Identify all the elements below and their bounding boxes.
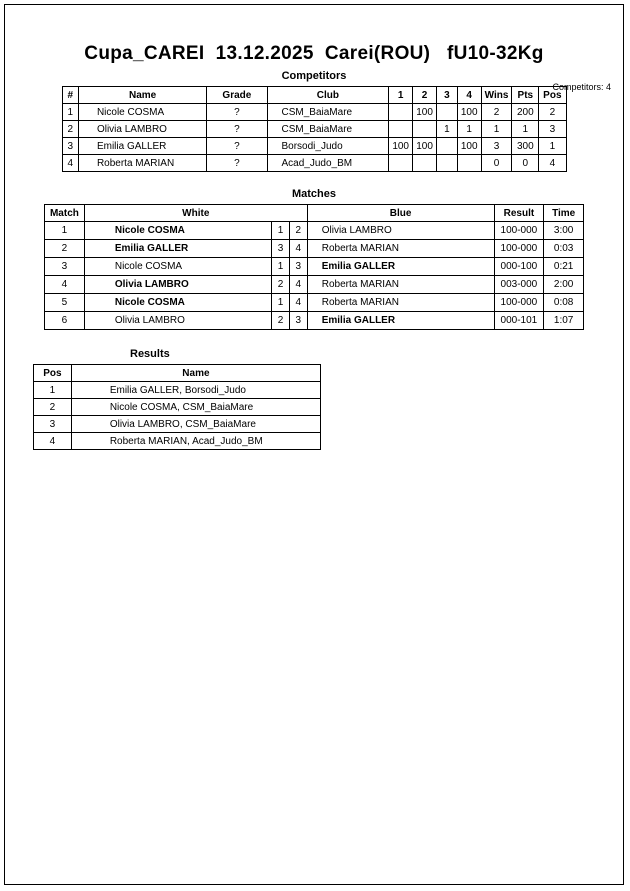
match-time: 1:07: [544, 312, 584, 330]
match-time: 0:08: [544, 294, 584, 312]
col-header-wins: Wins: [481, 87, 512, 104]
match-result: 100-000: [494, 222, 544, 240]
competitor-pos: 3: [539, 121, 566, 138]
match-white-name: Nicole COSMA: [84, 294, 271, 312]
col-header-pos: Pos: [34, 365, 72, 382]
competitors-section-label: Competitors: [281, 70, 347, 82]
match-number: 6: [45, 312, 85, 330]
competitor-club: Acad_Judo_BM: [267, 155, 389, 172]
competitor-grade: ?: [207, 138, 267, 155]
match-number: 5: [45, 294, 85, 312]
competitor-pts: 0: [512, 155, 539, 172]
match-blue-seed: 4: [289, 276, 307, 294]
col-header-blue: Blue: [307, 205, 494, 222]
competitor-cell-3: 1: [437, 121, 458, 138]
match-blue-name: Olivia LAMBRO: [307, 222, 494, 240]
match-white-seed: 1: [272, 222, 290, 240]
competitor-club: CSM_BaiaMare: [267, 121, 389, 138]
competitor-number: 2: [62, 121, 78, 138]
competitor-wins: 0: [481, 155, 512, 172]
match-time: 0:03: [544, 240, 584, 258]
competitor-grade: ?: [207, 155, 267, 172]
result-pos: 4: [34, 433, 72, 450]
match-blue-seed: 2: [289, 222, 307, 240]
match-time: 2:00: [544, 276, 584, 294]
match-white-name: Olivia LAMBRO: [84, 312, 271, 330]
match-blue-name: Roberta MARIAN: [307, 294, 494, 312]
result-name: Emilia GALLER, Borsodi_Judo: [71, 382, 320, 399]
match-white-seed: 2: [272, 276, 290, 294]
match-number: 3: [45, 258, 85, 276]
competitor-name: Olivia LAMBRO: [78, 121, 206, 138]
competitor-pts: 1: [512, 121, 539, 138]
competitor-pts: 300: [512, 138, 539, 155]
competitor-cell-1: [389, 104, 413, 121]
competitor-name: Emilia GALLER: [78, 138, 206, 155]
competitor-cell-4: 100: [457, 138, 481, 155]
col-header-result: Result: [494, 205, 544, 222]
page-title: Cupa_CAREI 13.12.2025 Carei(ROU) fU10-32Kg: [84, 43, 544, 64]
match-blue-seed: 3: [289, 312, 307, 330]
col-header-club: Club: [267, 87, 389, 104]
match-blue-seed: 3: [289, 258, 307, 276]
competitors-header-row: [62, 87, 566, 104]
match-result: 100-000: [494, 294, 544, 312]
match-result: 100-000: [494, 240, 544, 258]
table-row: [34, 433, 321, 450]
match-white-seed: 1: [272, 294, 290, 312]
result-name: Olivia LAMBRO, CSM_BaiaMare: [71, 416, 320, 433]
table-row: [34, 416, 321, 433]
match-blue-name: Emilia GALLER: [307, 258, 494, 276]
match-white-name: Emilia GALLER: [84, 240, 271, 258]
match-time: 0:21: [544, 258, 584, 276]
matches-table: [44, 204, 584, 330]
results-header-row: [34, 365, 321, 382]
match-blue-seed: 4: [289, 294, 307, 312]
results-table: [33, 364, 321, 450]
table-row: [45, 258, 584, 276]
competitor-cell-2: [413, 155, 437, 172]
matches-header-row: [45, 205, 584, 222]
match-time: 3:00: [544, 222, 584, 240]
competitor-cell-1: [389, 121, 413, 138]
competitor-cell-3: [437, 155, 458, 172]
match-white-name: Nicole COSMA: [84, 222, 271, 240]
competitor-cell-1: [389, 155, 413, 172]
result-pos: 2: [34, 399, 72, 416]
result-pos: 1: [34, 382, 72, 399]
competitor-grade: ?: [207, 104, 267, 121]
table-row: [45, 240, 584, 258]
table-row: [45, 294, 584, 312]
col-header-match: Match: [45, 205, 85, 222]
competitor-number: 4: [62, 155, 78, 172]
competitor-pts: 200: [512, 104, 539, 121]
match-blue-seed: 4: [289, 240, 307, 258]
match-white-name: Nicole COSMA: [84, 258, 271, 276]
table-row: [45, 276, 584, 294]
result-name: Nicole COSMA, CSM_BaiaMare: [71, 399, 320, 416]
table-row: [45, 312, 584, 330]
competitor-number: 3: [62, 138, 78, 155]
competitor-wins: 1: [481, 121, 512, 138]
col-header-white: White: [84, 205, 307, 222]
competitor-pos: 4: [539, 155, 566, 172]
result-name: Roberta MARIAN, Acad_Judo_BM: [71, 433, 320, 450]
match-white-seed: 3: [272, 240, 290, 258]
table-row: [34, 382, 321, 399]
competitors-table: [62, 86, 567, 172]
competitor-cell-2: [413, 121, 437, 138]
competitor-wins: 3: [481, 138, 512, 155]
competitor-pos: 2: [539, 104, 566, 121]
col-header-3: 3: [437, 87, 458, 104]
results-section-label: Results: [130, 348, 170, 360]
result-pos: 3: [34, 416, 72, 433]
table-row: [62, 138, 566, 155]
competitor-pos: 1: [539, 138, 566, 155]
match-blue-name: Emilia GALLER: [307, 312, 494, 330]
competitor-cell-4: 100: [457, 104, 481, 121]
match-white-name: Olivia LAMBRO: [84, 276, 271, 294]
competitor-cell-4: 1: [457, 121, 481, 138]
competitor-grade: ?: [207, 121, 267, 138]
competitor-number: 1: [62, 104, 78, 121]
col-header-4: 4: [457, 87, 481, 104]
match-result: 000-100: [494, 258, 544, 276]
col-header-pos: Pos: [539, 87, 566, 104]
col-header-pts: Pts: [512, 87, 539, 104]
table-row: [34, 399, 321, 416]
col-header-time: Time: [544, 205, 584, 222]
competitor-club: CSM_BaiaMare: [267, 104, 389, 121]
col-header-grade: Grade: [207, 87, 267, 104]
match-blue-name: Roberta MARIAN: [307, 240, 494, 258]
match-number: 4: [45, 276, 85, 294]
table-row: [62, 121, 566, 138]
competitor-cell-3: [437, 138, 458, 155]
competitor-cell-1: 100: [389, 138, 413, 155]
match-blue-name: Roberta MARIAN: [307, 276, 494, 294]
col-header-name: Name: [71, 365, 320, 382]
match-number: 2: [45, 240, 85, 258]
competitor-name: Nicole COSMA: [78, 104, 206, 121]
competitor-cell-3: [437, 104, 458, 121]
competitor-name: Roberta MARIAN: [78, 155, 206, 172]
col-header-number: #: [62, 87, 78, 104]
competitor-cell-2: 100: [413, 138, 437, 155]
match-result: 000-101: [494, 312, 544, 330]
competitors-count: Competitors: 4: [552, 82, 611, 92]
col-header-name: Name: [78, 87, 206, 104]
match-number: 1: [45, 222, 85, 240]
match-white-seed: 1: [272, 258, 290, 276]
col-header-1: 1: [389, 87, 413, 104]
competitor-cell-2: 100: [413, 104, 437, 121]
competitor-club: Borsodi_Judo: [267, 138, 389, 155]
competitor-cell-4: [457, 155, 481, 172]
matches-section-label: Matches: [291, 188, 337, 200]
competitor-wins: 2: [481, 104, 512, 121]
table-row: [45, 222, 584, 240]
page-content: [5, 5, 623, 450]
col-header-2: 2: [413, 87, 437, 104]
table-row: [62, 155, 566, 172]
match-white-seed: 2: [272, 312, 290, 330]
table-row: [62, 104, 566, 121]
match-result: 003-000: [494, 276, 544, 294]
